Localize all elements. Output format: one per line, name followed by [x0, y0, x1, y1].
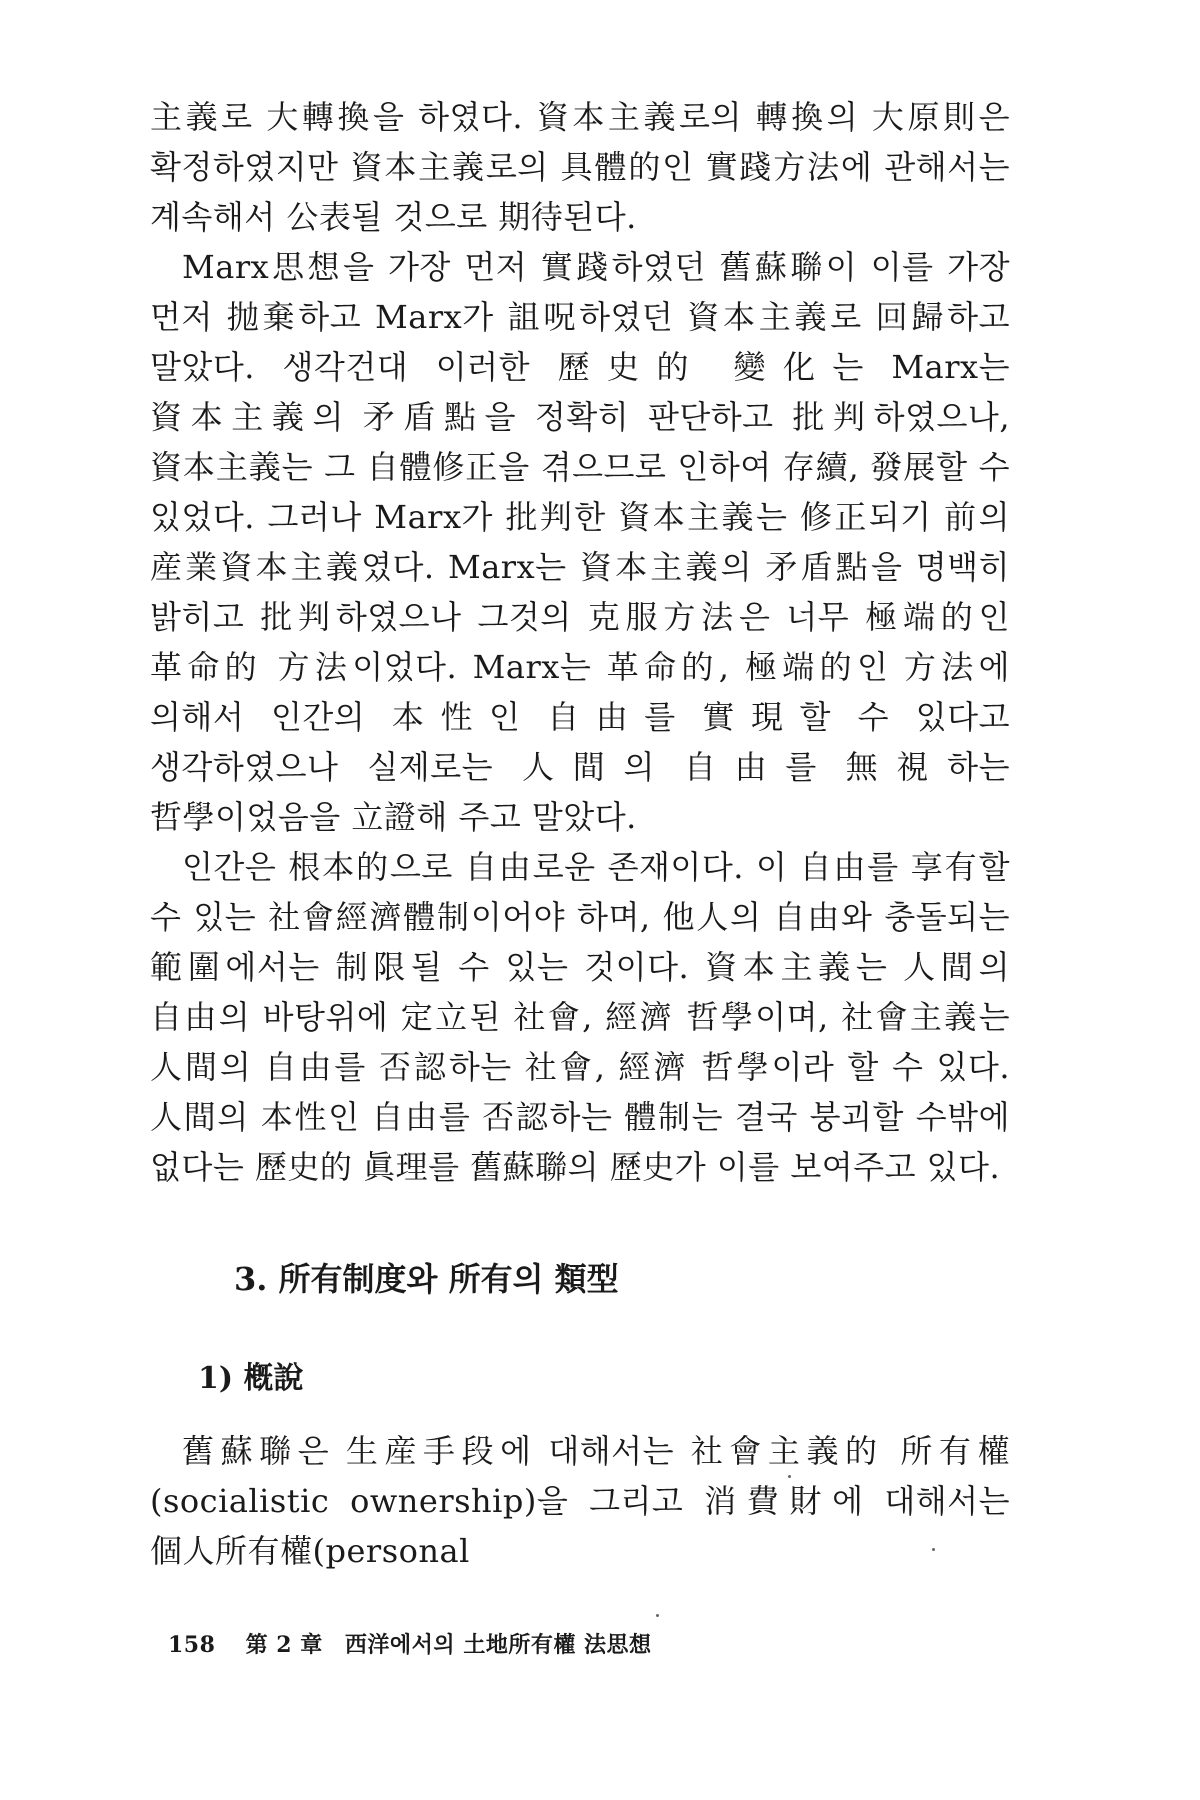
chapter-title: 西洋에서의 土地所有權 法思想: [344, 1632, 652, 1658]
scan-speck: [656, 1614, 659, 1617]
paragraph-2: Marx思想을 가장 먼저 實踐하였던 舊蘇聯이 이를 가장 먼저 抛棄하고 Marx가 詛呪하였던 資本主義로 回歸하고 말았다. 생각건대 이러한 歷史的 變化는 Marx는 資本主義의 矛盾點을 정확히 판단하고 批判하였으나, 資本主義는 그 自體修正을 겪으므로 인하여 存續, 發展할 수 있었다. 그러나 Marx가 批判한 資本主義는 修正되기 前의 産業資本主義였다. Marx는 資本主義의 矛盾點을 명백히 밝히고 批判하였으나 그것의 克服方法은 너무 極端的인 革命的 方法이었다. Marx는 革命的, 極端的인 方法에 의해서 인간의 本性인 自由를 實現할 수 있다고 생각하였으나 실제로는 人間의 自由를 無視하는 哲學이었음을 立證해 주고 말았다.: [150, 248, 1010, 836]
paragraph-4: 舊蘇聯은 生産手段에 대해서는 社會主義的 所有權(socialistic ownership)을 그리고 消費財에 대해서는 個人所有權(personal: [150, 1432, 1010, 1570]
scan-speck: [932, 1548, 935, 1551]
paragraph-3: 인간은 根本的으로 自由로운 존재이다. 이 自由를 享有할 수 있는 社會經濟體制이어야 하며, 他人의 自由와 충돌되는 範圍에서는 制限될 수 있는 것이다. 資本主義는 人間의 自由의 바탕위에 定立된 社會, 經濟 哲學이며, 社會主義는 人間의 自由를 否認하는 社會, 經濟 哲學이라 할 수 있다. 人間의 本性인 自由를 否認하는 體制는 결국 붕괴할 수밖에 없다는 歷史的 眞理를 舊蘇聯의 歷史가 이를 보여주고 있다.: [150, 848, 1010, 1186]
sub-heading: 1) 槪說: [198, 1361, 304, 1396]
page-body: [150, 92, 1010, 1576]
chapter-label: 第 2 章: [245, 1632, 323, 1658]
paragraph-1: 主義로 大轉換을 하였다. 資本主義로의 轉換의 大原則은 확정하였지만 資本主義로의 具體的인 實踐方法에 관해서는 계속해서 公表될 것으로 期待된다.: [150, 98, 1010, 236]
page-number: 158: [168, 1632, 216, 1658]
page-footer: [168, 1628, 652, 1659]
scan-speck: [788, 1475, 791, 1478]
section-heading: 3. 所有制度와 所有의 類型: [234, 1260, 619, 1298]
